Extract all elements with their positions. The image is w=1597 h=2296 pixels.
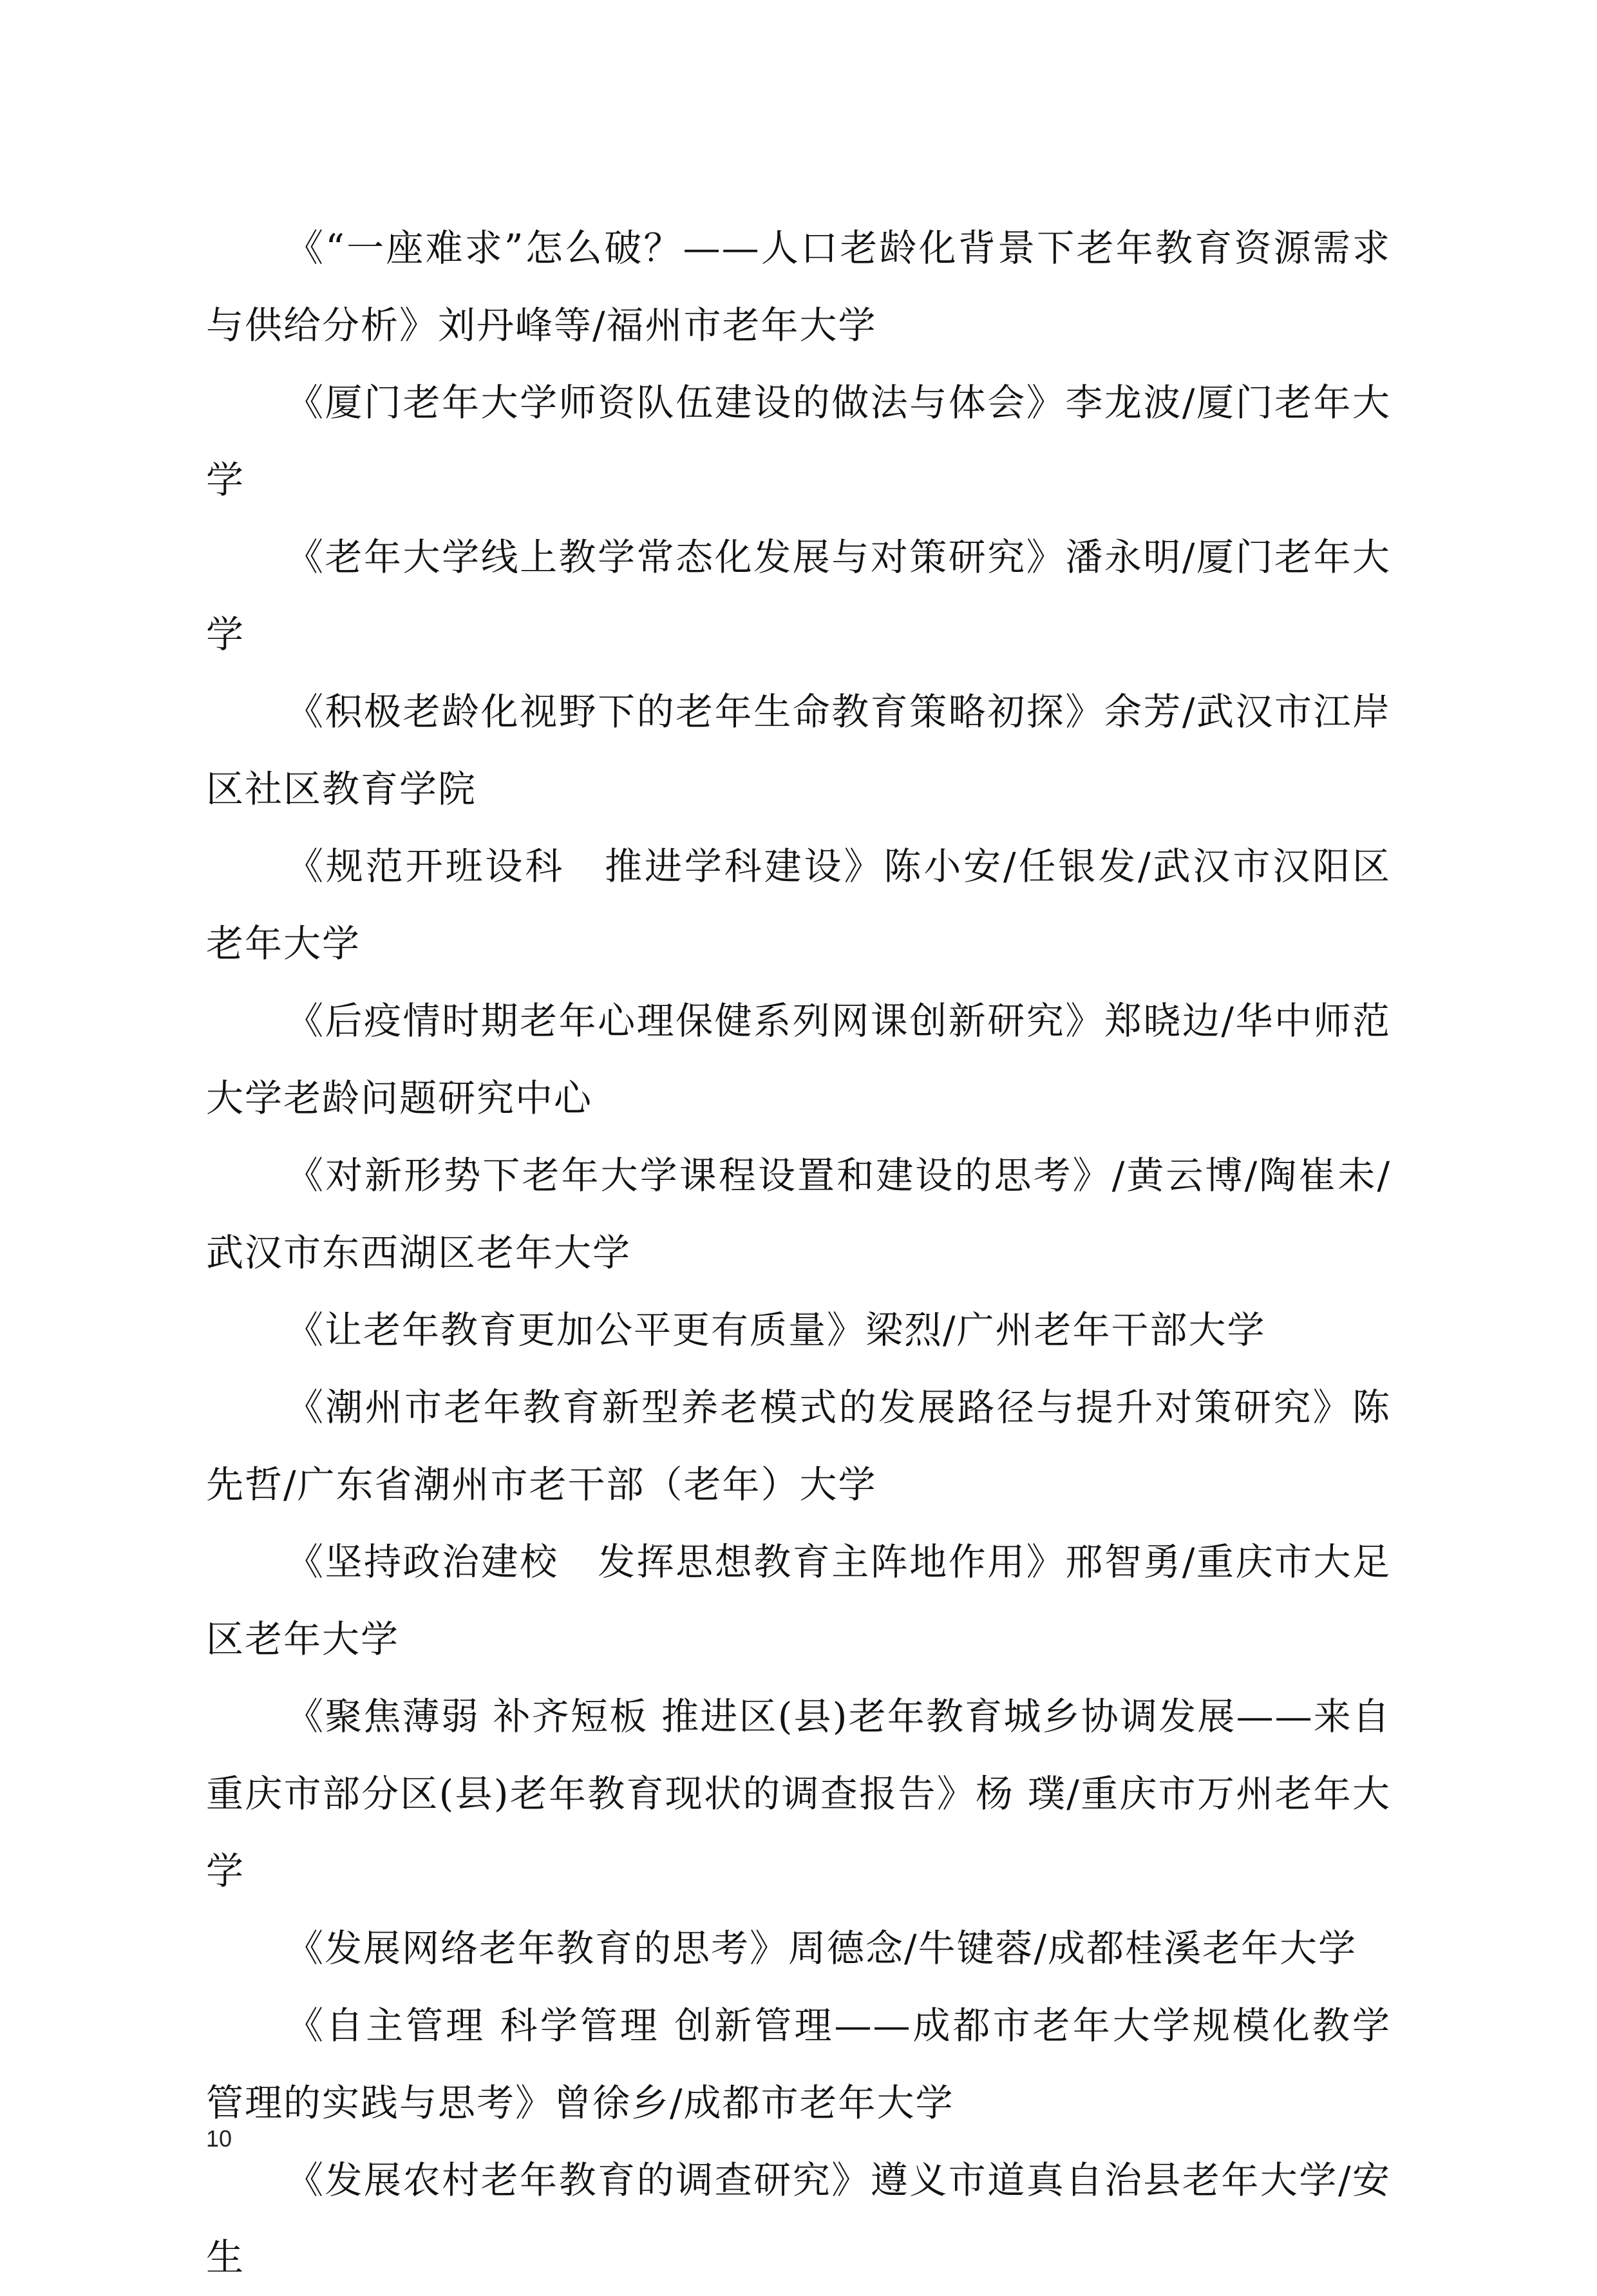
list-item: 《厦门老年大学师资队伍建设的做法与体会》李龙波/厦门老年大学 [206,381,1391,502]
list-item: 《发展农村老年教育的调查研究》遵义市道真自治县老年大学/安生 [206,2158,1391,2279]
list-item: 《后疫情时期老年心理保健系列网课创新研究》郑晓边/华中师范大学老龄问题研究中心 [206,999,1391,1120]
list-item: 《规范开班设科 推进学科建设》陈小安/任银发/武汉市汉阳区老年大学 [206,844,1391,965]
list-item: 《积极老龄化视野下的老年生命教育策略初探》余芳/武汉市江岸区社区教育学院 [206,690,1391,811]
paper-list [206,209,1391,2296]
list-item: 《发展网络老年教育的思考》周德念/牛键蓉/成都桂溪老年大学 [286,1926,1357,1970]
list-item: 《“一座难求”怎么破？——人口老龄化背景下老年教育资源需求与供给分析》刘丹峰等/福州市老年大学 [206,226,1391,347]
list-item: 《聚焦薄弱 补齐短板 推进区(县)老年教育城乡协调发展——来自重庆市部分区(县)老年教育现状的调查报告》杨 璞/重庆市万州老年大学 [206,1694,1391,1893]
list-item: 《对新形势下老年大学课程设置和建设的思考》/黄云博/陶崔未/武汉市东西湖区老年大学 [206,1153,1391,1275]
list-item: 《让老年教育更加公平更有质量》梁烈/广州老年干部大学 [286,1308,1266,1352]
list-item: 《自主管理 科学管理 创新管理——成都市老年大学规模化教学管理的实践与思考》曾徐乡/成都市老年大学 [206,2004,1391,2125]
list-item: 《潮州市老年教育新型养老模式的发展路径与提升对策研究》陈先哲/广东省潮州市老干部（老年）大学 [206,1385,1391,1506]
page-number: 10 [206,2125,232,2152]
list-item: 《坚持政治建校 发挥思想教育主阵地作用》邢智勇/重庆市大足区老年大学 [206,1540,1391,1661]
list-item: 《老年大学线上教学常态化发展与对策研究》潘永明/厦门老年大学 [206,535,1391,656]
